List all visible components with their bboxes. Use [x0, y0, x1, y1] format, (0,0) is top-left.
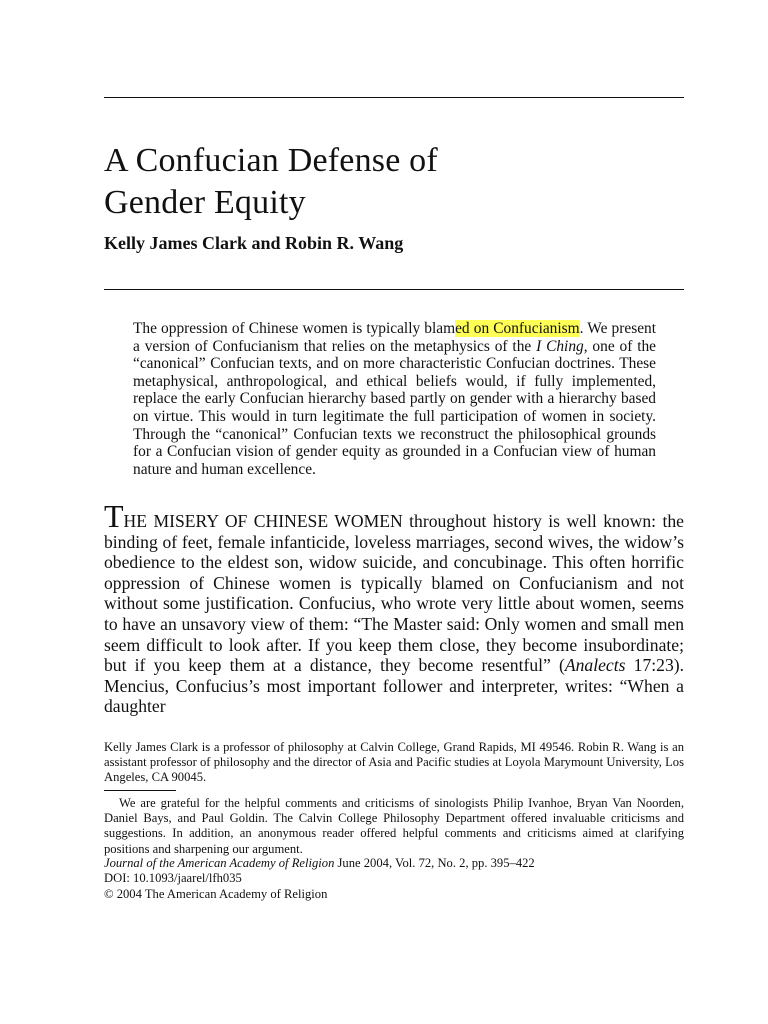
body-paragraph: [104, 498, 684, 717]
copyright-line: © 2004 The American Academy of Religion: [104, 886, 328, 901]
body-text-1: throughout history is well known: the binding of feet, female infanticide, loveless marriages, second wives, the widow’s obedience to the eldest son, widow suicide, and concubinage. This often horrific oppression of Chinese women is typically blamed on Confucianism and not without some justification. Confucius, who wrote very little about women, seems to have an unsavory view of them: “The Master said: Only women and small men seem difficult to look after. If you keep them close, they become insubordinate; but if you keep them at a distance, they become resentful” (: [104, 511, 684, 676]
author-affiliation-note: Kelly James Clark is a professor of philosophy at Calvin College, Grand Rapids, MI 49546. Robin R. Wang is an assistant professor of philosophy and the director of Asia and Pacific studies at Loyola Marymount University, Los Angeles, CA 90045.: [104, 740, 684, 785]
journal-details: June 2004, Vol. 72, No. 2, pp. 395–422: [334, 856, 535, 870]
abstract-text-rest: , one of the “canonical” Confucian texts, and on more characteristic Confucian doctrines. These metaphysical, anthropological, and ethical beliefs would, if fully implemented, replace the early Confucian hierarchy based partly on gender with a hierarchy based on virtue. This would in turn legitimate the full participation of women in society. Through the “canonical” Confucian texts we reconstruct the philosophical grounds for a Confucian vision of gender equity as grounded in a Confucian view of human nature and human excellence.: [133, 337, 656, 478]
abstract-text-mid: . We present a version of Confucianism that relies on the metaphysics of the: [133, 320, 656, 355]
title-line-2: Gender Equity: [104, 184, 306, 221]
title-line-1: A Confucian Defense of: [104, 142, 438, 179]
drop-cap: T: [104, 498, 124, 534]
doi-line: DOI: 10.1093/jaarel/lfh035: [104, 871, 242, 886]
abstract-highlight: ed on Confucianism: [455, 320, 580, 337]
top-rule: [104, 97, 684, 98]
citation-block: [104, 856, 684, 902]
abstract-iching-title: I Ching: [536, 337, 584, 355]
analects-title: Analects: [564, 655, 626, 676]
abstract: [133, 320, 656, 478]
author-byline: Kelly James Clark and Robin R. Wang: [104, 233, 404, 253]
abstract-text-start: The oppression of Chinese women is typically blam: [133, 320, 456, 337]
article-title: [104, 140, 664, 224]
journal-name: Journal of the American Academy of Religion: [104, 856, 335, 870]
smallcaps-opening: HE MISERY OF CHINESE WOMEN: [123, 511, 403, 531]
acknowledgment-note: We are grateful for the helpful comments and criticisms of sinologists Philip Ivanhoe, Bryan Van Noorden, Daniel Bays, and Paul Goldin. The Calvin College Philosophy Department offered invaluable criticisms and suggestions. In addition, an anonymous reader offered helpful comments and criticisms aimed at clarifying positions and sharpening our argument.: [104, 796, 684, 856]
footnote-rule: [104, 790, 176, 791]
body-text-2: 17:23). Mencius, Confucius’s most important follower and interpreter, writes: “When a daughter: [104, 655, 684, 717]
journal-citation: [104, 856, 684, 871]
byline-rule: [104, 289, 684, 290]
